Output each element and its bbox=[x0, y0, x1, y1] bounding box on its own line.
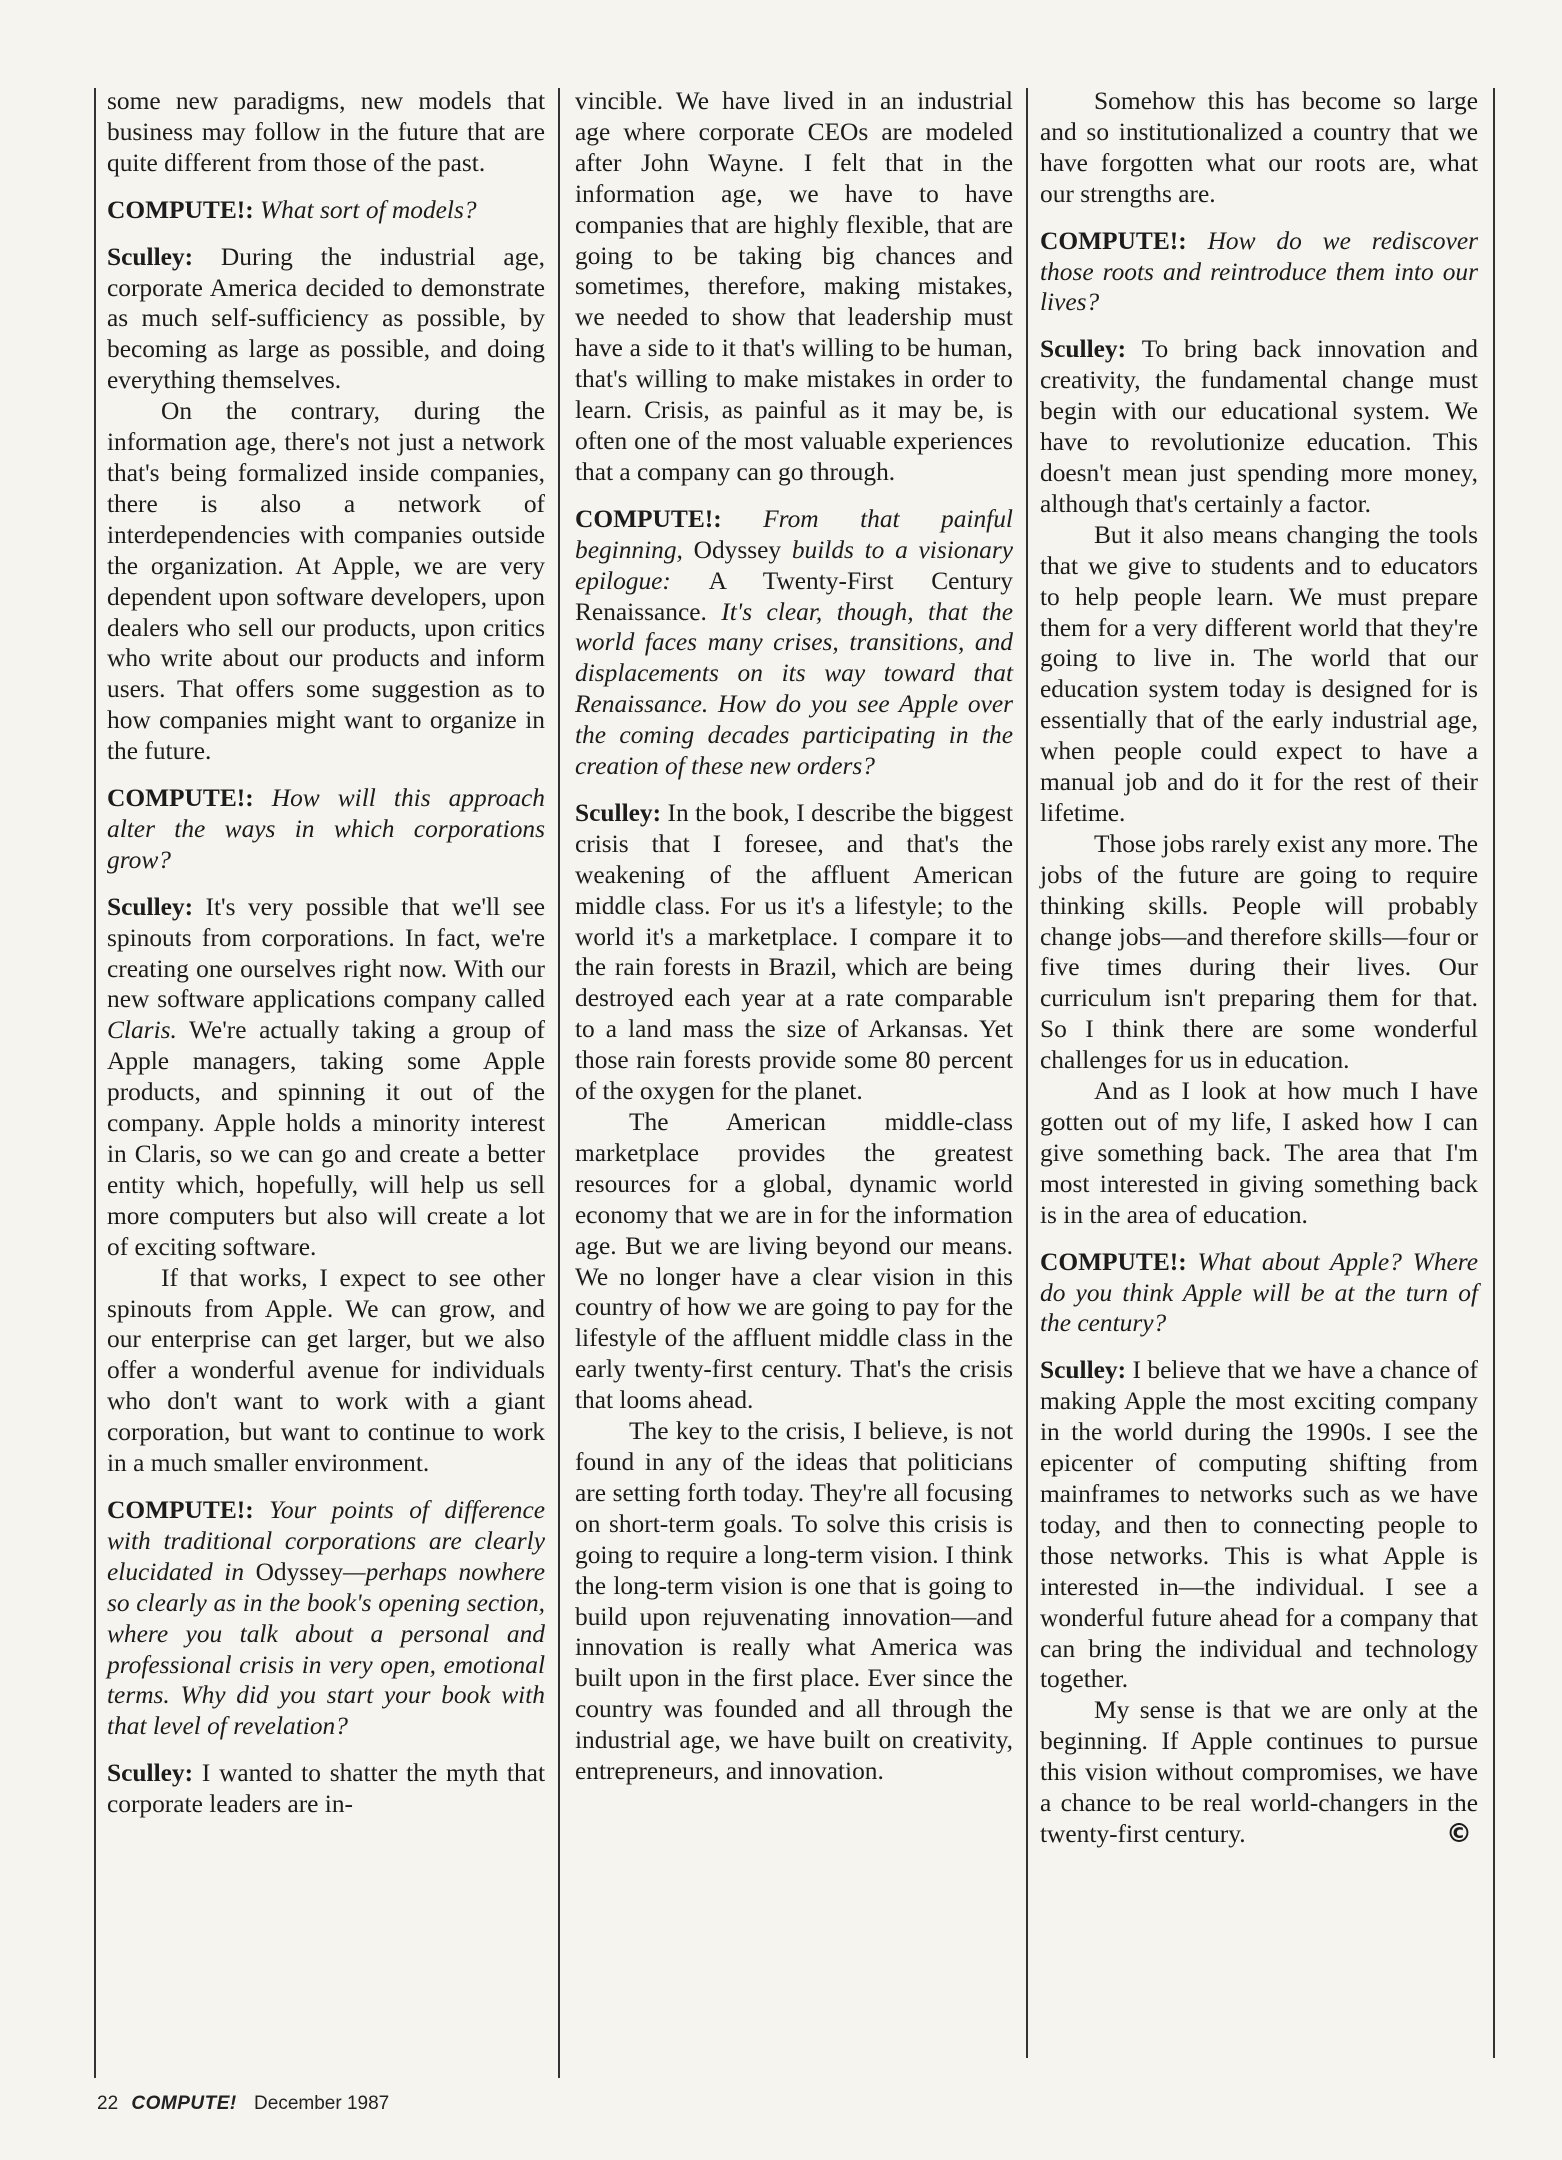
body-text: Odyssey bbox=[255, 1557, 344, 1586]
interview-question bbox=[1040, 1247, 1478, 1340]
column-rule-left bbox=[94, 88, 96, 2078]
interview-answer bbox=[575, 798, 1013, 1107]
body-text: If that works, I expect to see other spinouts from Apple. We can grow, and our enterprise can get larger, but we also offer a wonderful avenue for individuals who don't want to work with a giant corporation, but want to continue to work in a much smaller environment. bbox=[107, 1263, 545, 1478]
body-text: We're actually taking a group of Apple managers, taking some Apple products, and spinning it out of the company. Apple holds a minority interest in Claris, so we can go and create a better entity which, hopefully, will help us sell more computers but also will create a lot of exciting software. bbox=[107, 1016, 545, 1261]
paragraph bbox=[1040, 1076, 1478, 1231]
speaker-label: Sculley: bbox=[575, 798, 668, 827]
body-text: On the contrary, during the information age, there's not just a network that's being formalized inside companies, there is also a network of interdependencies with companies outside the organization. At Apple, we are very dependent upon software developers, upon dealers who sell our products, upon critics who write about our products and inform users. That offers some suggestion as to how companies might want to organize in the future. bbox=[107, 397, 545, 766]
italic-text: Your points of difference with traditional corporations are clearly elucidated in bbox=[107, 1495, 546, 1586]
speaker-label: Sculley: bbox=[1040, 1356, 1133, 1385]
speaker-label: Sculley: bbox=[1040, 335, 1142, 364]
interview-answer bbox=[1040, 1355, 1478, 1695]
column-rule-right bbox=[1026, 88, 1028, 2058]
page-number: 22 bbox=[97, 2093, 119, 2114]
interview-answer bbox=[1040, 334, 1478, 519]
italic-text: What about Apple? Where do you think Apple will be at the turn of the century? bbox=[1040, 1247, 1478, 1338]
body-text: And as I look at how much I have gotten out of my life, I asked how I can give something back. The area that I'm most interested in giving something back is in the area of education. bbox=[1040, 1077, 1478, 1229]
interview-answer bbox=[107, 242, 545, 397]
body-text: Odyssey bbox=[693, 535, 782, 564]
interview-question bbox=[575, 504, 1013, 782]
body-text: The American middle-class marketplace provides the greatest resources for a global, dynamic world economy that we are in for the information age. But we are living beyond our means. We no longer have a clear vision in this country of how we are going to pay for the lifestyle of the affluent middle class in the early twenty-first century. That's the crisis that looms ahead. bbox=[575, 1108, 1013, 1415]
interview-answer bbox=[107, 892, 545, 1263]
speaker-label: COMPUTE!: bbox=[107, 1495, 270, 1524]
paragraph bbox=[1040, 1695, 1478, 1850]
paragraph bbox=[1040, 829, 1478, 1076]
interview-answer bbox=[107, 1758, 545, 1820]
italic-text: From that painful beginning, bbox=[575, 504, 1013, 564]
page-footer bbox=[97, 2093, 389, 2115]
italic-text: What sort of models? bbox=[260, 195, 477, 224]
body-text: Somehow this has become so large and so institutionalized a country that we have forgotten what our roots are, what our strengths are. bbox=[1040, 87, 1478, 208]
italic-text: builds to a visionary epilogue: bbox=[575, 535, 1013, 595]
speaker-label: COMPUTE!: bbox=[107, 195, 261, 224]
speaker-label: COMPUTE!: bbox=[575, 504, 764, 533]
interview-question bbox=[1040, 226, 1478, 319]
paragraph bbox=[575, 1416, 1013, 1787]
interview-question bbox=[107, 783, 545, 876]
paragraph bbox=[107, 86, 545, 179]
speaker-label: Sculley: bbox=[107, 1759, 202, 1788]
magazine-name: COMPUTE! bbox=[131, 2093, 237, 2114]
italic-text: How do we rediscover those roots and reintroduce them into our lives? bbox=[1040, 226, 1478, 317]
article-column-1 bbox=[107, 86, 545, 1820]
paragraph bbox=[107, 396, 545, 767]
paragraph bbox=[1040, 520, 1478, 829]
body-text: I believe that we have a chance of making Apple the most exciting company in the world during the 1990s. I see the epicenter of computing shifting from mainframes to networks such as we have today, and then to connecting people to those networks. This is what Apple is interested in—the individual. I see a wonderful future ahead for a company that can bring the individual and technology together. bbox=[1040, 1356, 1479, 1694]
end-mark-icon: © bbox=[1446, 1818, 1472, 1849]
body-text: A Twenty-First Century Renaissance. bbox=[575, 566, 1013, 626]
body-text: The key to the crisis, I believe, is not found in any of the ideas that politicians are setting forth today. They're all focusing on short-term goals. To solve this crisis is going to require a long-term vision. I think the long-term vision is one that is going to build upon rejuvenating innovation—and innovation is really what America was built upon in the first place. Ever since the country was founded and all through the industrial age, we have built on creativity, entrepreneurs, and innovation. bbox=[575, 1417, 1013, 1786]
paragraph bbox=[575, 1107, 1013, 1416]
paragraph bbox=[575, 86, 1013, 488]
body-text: During the industrial age, corporate America decided to demonstrate as much self-sufficiency as possible, by becoming as large as possible, and doing everything themselves. bbox=[107, 242, 545, 395]
speaker-label: COMPUTE!: bbox=[1040, 1247, 1198, 1276]
body-text: My sense is that we are only at the beginning. If Apple continues to pursue this vision without compromises, we have a chance to be real world-changers in the twenty-first century. bbox=[1040, 1696, 1478, 1848]
interview-question bbox=[107, 195, 545, 226]
body-text: To bring back innovation and creativity, the fundamental change must begin with our educational system. We have to revolutionize education. This doesn't mean just spending more money, although that's certainly a factor. bbox=[1040, 335, 1478, 518]
interview-question bbox=[107, 1495, 545, 1742]
issue-date: December 1987 bbox=[254, 2093, 390, 2114]
italic-text: Claris. bbox=[107, 1016, 177, 1045]
article-column-2 bbox=[575, 86, 1013, 1787]
column-rule-middle bbox=[558, 88, 560, 2078]
paragraph bbox=[1040, 86, 1478, 210]
body-text: vincible. We have lived in an industrial age where corporate CEOs are modeled after John Wayne. I felt that in the information age, we have to have companies that are highly flexible, that are going to be taking big chances and sometimes, therefore, making mistakes, we needed to show that leadership must have a side to it that's willing to be human, that's willing to make mistakes in order to learn. Crisis, as painful as it may be, is often one of the most valuable experiences that a company can go through. bbox=[575, 87, 1013, 486]
column-rule-far-right bbox=[1493, 88, 1495, 2058]
speaker-label: COMPUTE!: bbox=[107, 784, 272, 813]
speaker-label: COMPUTE!: bbox=[1040, 226, 1208, 255]
body-text: But it also means changing the tools that we give to students and to educators to help people learn. We must prepare them for a very different world that they're going to live in. The world that our education system today is designed for is essentially that of the early industrial age, when people could expect to have a manual job and do it for the rest of their lifetime. bbox=[1040, 520, 1478, 827]
body-text: It's very possible that we'll see spinouts from corporations. In fact, we're creating one ourselves right now. With our new software applications company called bbox=[107, 892, 545, 1014]
body-text: Those jobs rarely exist any more. The jobs of the future are going to require thinking skills. People will probably change jobs—and therefore skills—four or five times during their lives. Our curriculum isn't preparing them for that. So I think there are some wonderful challenges for us in education. bbox=[1040, 829, 1478, 1075]
body-text: In the book, I describe the biggest crisis that I foresee, and that's the weakening of the affluent American middle class. For us it's a lifestyle; to the world it's a marketplace. I compare it to the rain forests in Brazil, which are being destroyed each year at a rate comparable to a land mass the size of Arkansas. Yet those rain forests provide some 80 percent of the oxygen for the planet. bbox=[575, 798, 1014, 1106]
article-column-3 bbox=[1040, 86, 1478, 1850]
speaker-label: Sculley: bbox=[107, 242, 221, 271]
italic-text: It's clear, though, that the world faces many crises, transitions, and displacements on its way toward that Renaissance. How do you see Apple over the coming decades participating in the creation of these new orders? bbox=[575, 597, 1013, 781]
body-text: I wanted to shatter the myth that corporate leaders are in- bbox=[107, 1759, 546, 1819]
paragraph bbox=[107, 1263, 545, 1479]
italic-text: —perhaps nowhere so clearly as in the book's opening section, where you talk about a personal and professional crisis in very open, emotional terms. Why did you start your book with that level of revelation? bbox=[107, 1557, 546, 1741]
italic-text: How will this approach alter the ways in which corporations grow? bbox=[107, 784, 545, 874]
speaker-label: Sculley: bbox=[107, 892, 206, 921]
body-text: some new paradigms, new models that business may follow in the future that are quite different from those of the past. bbox=[107, 87, 545, 177]
